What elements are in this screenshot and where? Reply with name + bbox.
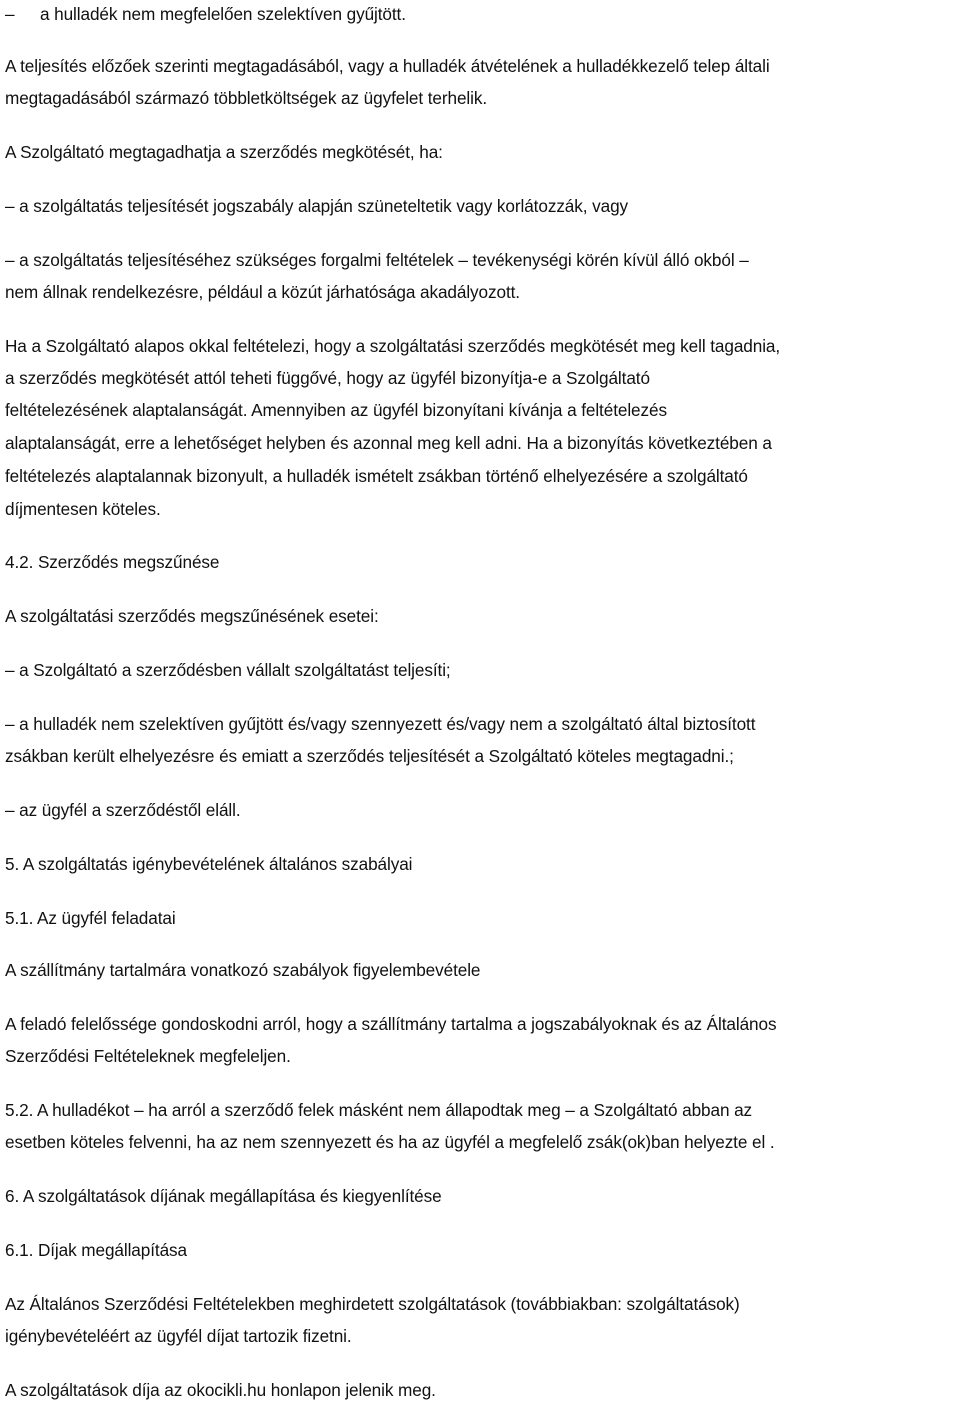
text-line: – a szolgáltatás teljesítését jogszabály alapján szüneteltetik vagy korlátozzák, vagy — [5, 196, 629, 216]
text-line: a szerződés megkötését attól teheti függővé, hogy az ügyfél bizonyítja-e a Szolgáltató — [5, 368, 650, 388]
section-heading: 5. A szolgáltatás igénybevételének általános szabályai — [5, 854, 413, 874]
text-line: Az Általános Szerződési Feltételekben meghirdetett szolgáltatások (továbbiakban: szolgáltatások) — [5, 1294, 740, 1314]
text-line: A feladó felelőssége gondoskodni arról, hogy a szállítmány tartalma a jogszabályoknak és az Általános — [5, 1014, 777, 1034]
text-line: Szerződési Feltételeknek megfeleljen. — [5, 1046, 291, 1066]
text-line: zsákban került elhelyezésre és emiatt a szerződés teljesítését a Szolgáltató köteles megtagadni.; — [5, 746, 734, 766]
text-line: – a Szolgáltató a szerződésben vállalt szolgáltatást teljesíti; — [5, 660, 451, 680]
text-line: – a szolgáltatás teljesítéséhez szükséges forgalmi feltételek – tevékenységi körén kívül álló okból – — [5, 250, 749, 270]
text-line: díjmentesen köteles. — [5, 499, 161, 519]
text-line: igénybevételéért az ügyfél díjat tartozik fizetni. — [5, 1326, 352, 1346]
text-line: esetben köteles felvenni, ha az nem szennyezett és ha az ügyfél a megfelelő zsák(ok)ban helyezte el . — [5, 1132, 775, 1152]
text-line: feltételezés alaptalannak bizonyult, a hulladék ismételt zsákban történő elhelyezésére a szolgáltató — [5, 466, 748, 486]
text-line: 5.2. A hulladékot – ha arról a szerződő felek másként nem állapodtak meg – a Szolgáltató abban az — [5, 1100, 753, 1120]
text-line: A teljesítés előzőek szerinti megtagadásából, vagy a hulladék átvételének a hulladékkezelő telep általi — [5, 56, 770, 76]
text-line: A szolgáltatások díja az okocikli.hu honlapon jelenik meg. — [5, 1380, 436, 1400]
section-heading: 6.1. Díjak megállapítása — [5, 1240, 187, 1260]
text-line: nem állnak rendelkezésre, például a közút járhatósága akadályozott. — [5, 282, 520, 302]
list-dash: – — [5, 4, 15, 24]
text-line: A Szolgáltató megtagadhatja a szerződés megkötését, ha: — [5, 142, 443, 162]
text-line: alaptalanságát, erre a lehetőséget helyben és azonnal meg kell adni. Ha a bizonyítás következtében a — [5, 433, 772, 453]
text-line: A szállítmány tartalmára vonatkozó szabályok figyelembevétele — [5, 960, 481, 980]
text-line: a hulladék nem megfelelően szelektíven gyűjtött. — [40, 4, 406, 24]
text-line: feltételezésének alaptalanságát. Amennyiben az ügyfél bizonyítani kívánja a feltételezés — [5, 400, 667, 420]
section-heading: 5.1. Az ügyfél feladatai — [5, 908, 176, 928]
text-line: megtagadásából származó többletköltségek az ügyfelet terhelik. — [5, 88, 488, 108]
text-line: – a hulladék nem szelektíven gyűjtött és/vagy szennyezett és/vagy nem a szolgáltató által biztosított — [5, 714, 756, 734]
section-heading: 6. A szolgáltatások díjának megállapítása és kiegyenlítése — [5, 1186, 442, 1206]
text-line: A szolgáltatási szerződés megszűnésének esetei: — [5, 606, 379, 626]
text-line: Ha a Szolgáltató alapos okkal feltételezi, hogy a szolgáltatási szerződés megkötését meg kell tagadnia, — [5, 336, 781, 356]
section-heading: 4.2. Szerződés megszűnése — [5, 552, 220, 572]
text-line: – az ügyfél a szerződéstől eláll. — [5, 800, 241, 820]
